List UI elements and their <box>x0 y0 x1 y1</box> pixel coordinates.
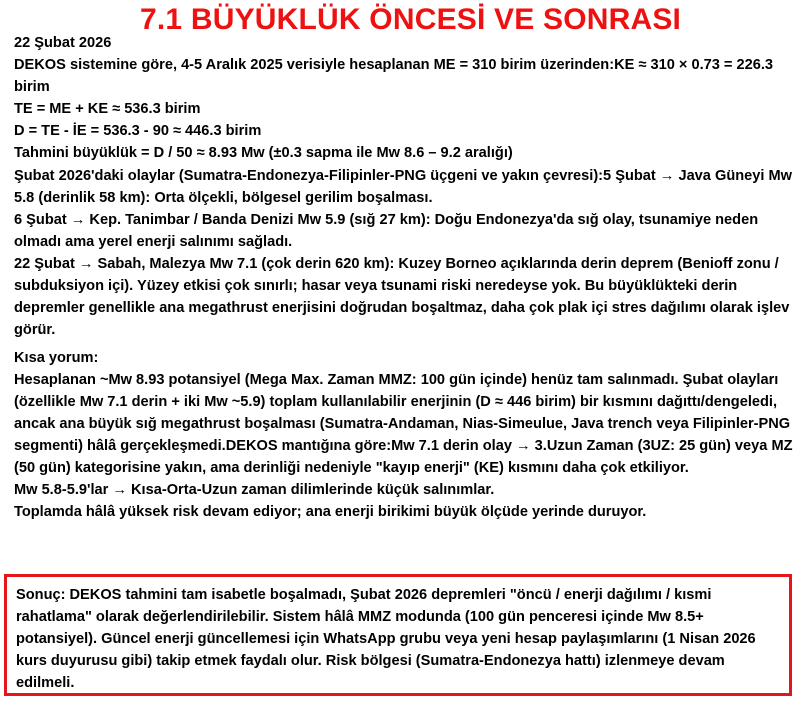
calc-d-line: D = TE - İE = 536.3 - 90 ≈ 446.3 birim <box>14 123 262 139</box>
comment-paragraph-1: Hesaplanan ~Mw 8.93 potansiyel (Mega Max. Zaman MMZ: 100 gün içinde) henüz tam salınmadı. Şubat olayları (özellikle Mw 7.1 derin + iki Mw ~5.9) toplam kullanılabilir enerjinin (D ≈ 446 birim) bir kısmını dağıttı/dengeledi, ancak ana büyük sığ megathrust boşalması (Sumatra-Andaman, Nias-Simeulue, Java trench veya Filipinler-PNG segmenti) hâlâ gerçekleşmedi.DEKOS mantığına göre:Mw 7.1 derin olay → 3.Uzun Zaman (3UZ: 25 gün) veya MZ (50 gün) kategorisine yakın, ama derinliği nedeniyle "kayıp enerji" (KE) kısmını daha çok etkiliyor. <box>14 372 793 476</box>
article-body <box>14 32 799 523</box>
events-paragraph-1: Şubat 2026'daki olaylar (Sumatra-Endonezya-Filipinler-PNG üçgeni ve yakın çevresi):5 Şubat → Java Güneyi Mw 5.8 (derinlik 58 km): Orta ölçekli, bölgesel gerilim boşalması. <box>14 168 793 206</box>
calc-te-line: TE = ME + KE ≈ 536.3 birim <box>14 101 201 117</box>
events-paragraph-3: 22 Şubat → Sabah, Malezya Mw 7.1 (çok derin 620 km): Kuzey Borneo açıklarında derin deprem (Benioff zonu / subduksiyon içi). Yüzey etkisi çok sınırlı; hasar veya tsunami riski neredeyse yok. Bu büyüklükteki derin depremler genellikle ana megathrust enerjisini doğrudan boşaltmaz, daha çok plak içi stres dağılımı olarak işlev görür. <box>14 256 790 338</box>
calc-magnitude-line: Tahmini büyüklük = D / 50 ≈ 8.93 Mw (±0.3 sapma ile Mw 8.6 – 9.2 aralığı) <box>14 145 513 161</box>
comment-paragraph-3: Toplamda hâlâ yüksek risk devam ediyor; ana enerji birikimi büyük ölçüde yerinde duruyor. <box>14 504 647 520</box>
date-line: 22 Şubat 2026 <box>14 35 112 51</box>
page-title: 7.1 BÜYÜKLÜK ÖNCESİ VE SONRASI <box>140 3 682 36</box>
comment-paragraph-2: Mw 5.8-5.9'lar → Kısa-Orta-Uzun zaman dilimlerinde küçük salınımlar. <box>14 482 495 498</box>
conclusion-box <box>4 574 792 696</box>
comment-heading: Kısa yorum: <box>14 350 99 366</box>
events-paragraph-2: 6 Şubat → Kep. Tanimbar / Banda Denizi Mw 5.9 (sığ 27 km): Doğu Endonezya'da sığ olay, tsunamiye neden olmadı ama yerel enerji salınımı sağladı. <box>14 212 759 250</box>
calc-me-line: DEKOS sistemine göre, 4-5 Aralık 2025 verisiyle hesaplanan ME = 310 birim üzerinden:KE ≈ 310 × 0.73 = 226.3 birim <box>14 57 774 95</box>
conclusion-text: Sonuç: DEKOS tahmini tam isabetle boşalmadı, Şubat 2026 depremleri "öncü / enerji dağılımı / kısmi rahatlama" olarak değerlendirilebilir. Sistem hâlâ MMZ modunda (100 gün penceresi içinde Mw 8.5+ potansiyel). Güncel enerji güncellemesi için WhatsApp grubu veya yeni hesap paylaşımlarını (1 Nisan 2026 kurs duyurusu gibi) takip etmek faydalı olur. Risk bölgesi (Sumatra-Endonezya hattı) izlenmeye devam edilmeli. <box>16 587 756 691</box>
